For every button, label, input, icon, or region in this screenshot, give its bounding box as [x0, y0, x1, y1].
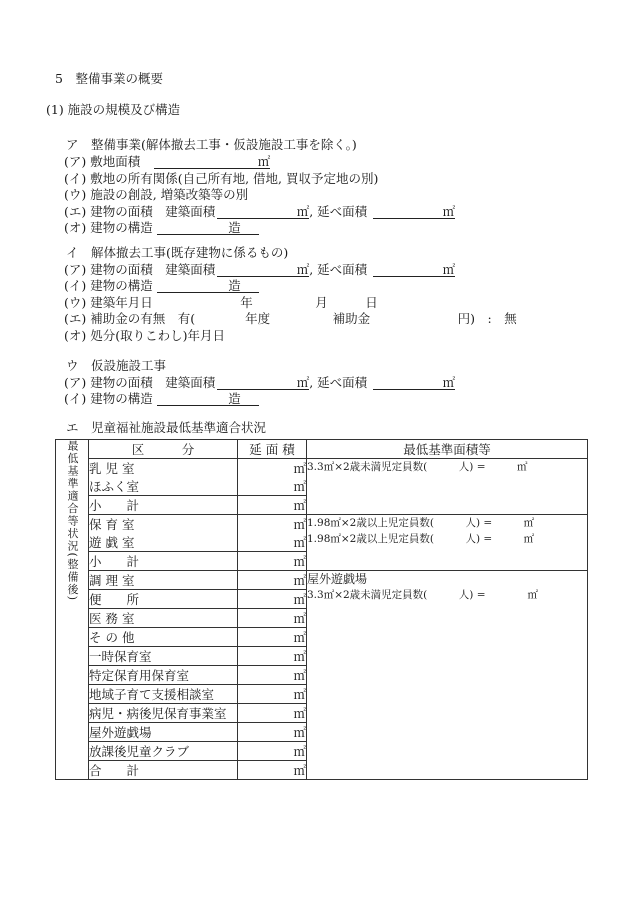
sec-d-title: エ 児童福祉施設最低基準適合状況 [66, 420, 267, 435]
unit-label: 造 [228, 391, 241, 406]
area-unit-cell: ㎡ [238, 685, 307, 704]
item-label: (ア) 建物の面積 建築面積 [64, 374, 216, 390]
min-standard-table [55, 439, 588, 780]
room-name-cell: 病児・病後児保育事業室 [89, 704, 238, 723]
fill-in-underline [157, 221, 259, 235]
sec-a-item-site-area [64, 155, 270, 169]
sec-a-title: ア 整備事業(解体撤去工事・仮設施設工事を除く。) [66, 137, 357, 152]
standard-title: 屋外遊戯場 [307, 572, 368, 586]
room-name-cell: 一時保育室 [89, 647, 238, 666]
room-name-cell: 便 所 [89, 590, 238, 609]
col-header-area: 延 面 積 [238, 440, 307, 459]
table-row [56, 571, 588, 590]
unit-label: ㎡ [296, 374, 310, 390]
area-unit-cell: ㎡ [238, 590, 307, 609]
room-name-cell: 調 理 室 [89, 571, 238, 590]
unit-label: ㎡ [442, 203, 456, 219]
area-unit-cell: ㎡ [238, 609, 307, 628]
room-name-cell: 医 務 室 [89, 609, 238, 628]
table-side-label [56, 440, 89, 780]
unit-label: ㎡ [442, 261, 456, 277]
room-name-cell: 小 計 [89, 552, 238, 571]
area-unit-cell: ㎡ [238, 533, 307, 552]
sec-a-item-type: (ウ) 施設の創設, 増築改築等の別 [64, 187, 249, 202]
item-label: , 延べ面積 [309, 374, 368, 390]
area-unit-cell: ㎡ [238, 477, 307, 496]
table-row [56, 459, 588, 478]
area-unit-cell: ㎡ [238, 666, 307, 685]
item-label: (ア) 敷地面積 [64, 154, 141, 169]
sec-b-title: イ 解体撤去工事(既存建物に係るもの) [66, 245, 289, 260]
room-name-cell: 地域子育て支援相談室 [89, 685, 238, 704]
standard-formula: 3.3㎡×2歳未満児定員数( 人) = ㎡ [307, 461, 528, 473]
table-header-row [56, 440, 588, 459]
col-header-category: 区 分 [89, 440, 238, 459]
area-unit-cell: ㎡ [238, 761, 307, 780]
table-side-label-text: 最低基準適合等状況(整備後) [66, 440, 79, 602]
item-label: (イ) 建物の構造 [64, 391, 153, 406]
item-label: , 延べ面積 [309, 261, 368, 277]
room-name-cell: 乳 児 室 [89, 459, 238, 478]
fill-in-underline [217, 376, 309, 390]
sec-c-item-structure [64, 392, 259, 406]
fill-in-underline [157, 392, 259, 406]
standard-area-cell-outdoor [307, 571, 588, 780]
item-label: (エ) 建物の面積 建築面積 [64, 203, 216, 219]
standard-area-cell-nursery [307, 515, 588, 571]
standard-formula: 3.3㎡×2歳未満児定員数( 人) = ㎡ [307, 589, 539, 602]
fill-in-underline [217, 263, 309, 277]
sec-b-item-structure [64, 279, 259, 293]
room-name-cell: そ の 他 [89, 628, 238, 647]
item-label: , 延べ面積 [309, 203, 368, 219]
fill-in-underline [217, 205, 309, 219]
fill-in-underline [157, 279, 259, 293]
fill-in-underline [373, 376, 455, 390]
fill-in-underline [373, 263, 455, 277]
section-1-title: (1) 施設の規模及び構造 [46, 102, 181, 117]
area-unit-cell: ㎡ [238, 704, 307, 723]
area-unit-cell: ㎡ [238, 647, 307, 666]
unit-label: ㎡ [296, 261, 310, 277]
area-unit-cell: ㎡ [238, 723, 307, 742]
sec-a-item-ownership: (イ) 敷地の所有関係(自己所有地, 借地, 買収予定地の別) [64, 170, 379, 186]
unit-label: ㎡ [442, 374, 456, 390]
col-header-standard: 最低基準面積等 [307, 440, 588, 459]
fill-in-underline [373, 205, 455, 219]
area-unit-cell: ㎡ [238, 515, 307, 534]
sec-a-item-structure [64, 221, 259, 235]
table-row [56, 515, 588, 534]
unit-label: ㎡ [296, 203, 310, 219]
area-unit-cell: ㎡ [238, 496, 307, 515]
area-unit-cell: ㎡ [238, 742, 307, 761]
item-label: (ア) 建物の面積 建築面積 [64, 261, 216, 277]
fill-in-underline [154, 155, 270, 169]
page-heading: 5 整備事業の概要 [55, 71, 163, 86]
room-name-cell: 保 育 室 [89, 515, 238, 534]
sec-c-title: ウ 仮設施設工事 [66, 358, 167, 373]
unit-label: ㎡ [257, 154, 271, 169]
area-unit-cell: ㎡ [238, 552, 307, 571]
room-name-cell: 特定保育用保育室 [89, 666, 238, 685]
standard-formula: 1.98㎡×2歳以上児定員数( 人) = ㎡ [307, 533, 535, 546]
sec-c-item-building-area [64, 376, 455, 390]
area-unit-cell: ㎡ [238, 459, 307, 478]
room-name-cell: 合 計 [89, 761, 238, 780]
sec-b-item-build-date: (ウ) 建築年月日 年 月 日 [64, 294, 378, 310]
room-name-cell: 小 計 [89, 496, 238, 515]
item-label: (イ) 建物の構造 [64, 278, 153, 293]
sec-b-item-building-area [64, 263, 455, 277]
item-label: (オ) 建物の構造 [64, 220, 153, 235]
sec-a-item-building-area [64, 205, 455, 219]
area-unit-cell: ㎡ [238, 628, 307, 647]
standard-formula: 1.98㎡×2歳以上児定員数( 人) = ㎡ [307, 517, 535, 529]
area-unit-cell: ㎡ [238, 571, 307, 590]
unit-label: 造 [228, 220, 241, 235]
room-name-cell: ほふく室 [89, 477, 238, 496]
standard-area-cell-infant [307, 459, 588, 515]
unit-label: 造 [228, 278, 241, 293]
room-name-cell: 放課後児童クラブ [89, 742, 238, 761]
room-name-cell: 屋外遊戯場 [89, 723, 238, 742]
sec-b-item-disposal: (オ) 処分(取りこわし)年月日 [64, 327, 225, 343]
sec-b-item-subsidy: (エ) 補助金の有無 有( 年度 補助金 円) : 無 [64, 311, 517, 326]
room-name-cell: 遊 戯 室 [89, 533, 238, 552]
